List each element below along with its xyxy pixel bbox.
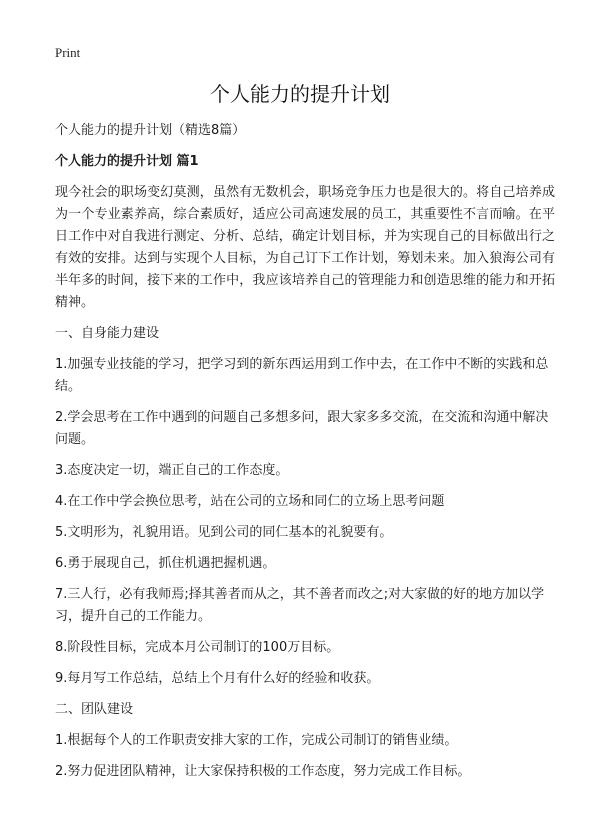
list-item: 7.三人行，必有我师焉;择其善者而从之，其不善者而改之;对大家做的好的地方加以学习，提升自己的工作能力。 bbox=[55, 587, 545, 624]
list-item: 1.根据每个人的工作职责安排大家的工作，完成公司制订的销售业绩。 bbox=[55, 733, 458, 748]
document-body bbox=[55, 120, 555, 792]
section-heading: 个人能力的提升计划 篇1 bbox=[55, 154, 199, 169]
document-subtitle: 个人能力的提升计划（精选8篇） bbox=[55, 123, 246, 138]
group-heading-self-ability: 一、自身能力建设 bbox=[55, 326, 160, 341]
group-heading-team: 二、团队建设 bbox=[55, 702, 134, 717]
list-item: 5.文明形为，礼貌用语。见到公司的同仁基本的礼貌要有。 bbox=[55, 525, 393, 540]
list-item: 2.学会思考在工作中遇到的问题自己多想多问，跟大家多多交流，在交流和沟通中解决问题。 bbox=[55, 410, 549, 447]
list-item: 2.努力促进团队精神，让大家保持积极的工作态度，努力完成工作目标。 bbox=[55, 764, 471, 779]
document-title: 个人能力的提升计划 bbox=[210, 82, 390, 106]
list-item: 6.勇于展现自己，抓住机遇把握机遇。 bbox=[55, 556, 276, 571]
print-label: Print bbox=[55, 45, 81, 60]
list-item: 4.在工作中学会换位思考，站在公司的立场和同仁的立场上思考问题 bbox=[55, 494, 445, 509]
list-item: 1.加强专业技能的学习，把学习到的新东西运用到工作中去，在工作中不断的实践和总结。 bbox=[55, 357, 549, 394]
list-item: 8.阶段性目标，完成本月公司制订的100万目标。 bbox=[55, 640, 340, 655]
list-item: 9.每月写工作总结，总结上个月有什么好的经验和收获。 bbox=[55, 671, 380, 686]
intro-paragraph: 现今社会的职场变幻莫测，虽然有无数机会，职场竞争压力也是很大的。将自己培养成为一个专业素养高，综合素质好，适应公司高速发展的员工，其重要性不言而喻。在平日工作中对自我进行测定、分析、总结，确定计划目标，并为实现自己的目标做出行之有效的安排。达到与实现个人目标，为自己订下工作计划，筹划未来。加入狼海公司有半年多的时间，接下来的工作中，我应该培养自己的管理能力和创造思维的能力和开拓精神。 bbox=[55, 185, 555, 310]
list-item: 3.态度决定一切，端正自己的工作态度。 bbox=[55, 463, 289, 478]
